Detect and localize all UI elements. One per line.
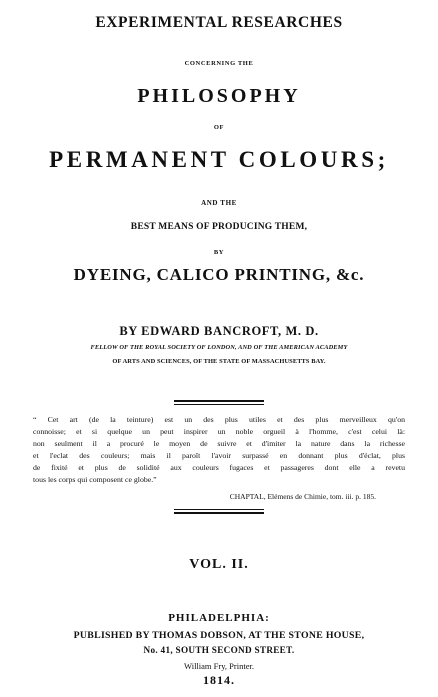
epigraph-line: tous les corps qui composent ce globe.” [33,475,157,484]
title-line-and-the: AND THE [201,199,237,207]
epigraph-line: de fixité et plus de solidité aux couleurs fugaces et passageres dont elle a revetu [33,463,405,472]
imprint-publisher: PUBLISHED BY THOMAS DOBSON, AT THE STONE HOUSE, [73,630,365,641]
epigraph-attribution: CHAPTAL, Elémens de Chimie, tom. iii. p. 185. [229,492,376,501]
imprint-city: PHILADELPHIA: [168,612,270,624]
title-line-philosophy: PHILOSOPHY [137,85,301,107]
divider-rule-top-thin [174,404,264,405]
title-line-best-means: BEST MEANS OF PRODUCING THEM, [130,222,308,232]
title-line-of: OF [213,124,225,131]
author-affiliation-line-2: OF ARTS AND SCIENCES, OF THE STATE OF MASSACHUSETTS BAY. [112,358,326,365]
title-line-dyeing-calico-printing: DYEING, CALICO PRINTING, &c. [73,265,365,284]
author-name: BY EDWARD BANCROFT, M. D. [119,324,319,338]
title-line-experimental-researches: EXPERIMENTAL RESEARCHES [95,14,343,31]
divider-rule-bottom-thin [174,509,264,510]
title-line-permanent-colours: PERMANENT COLOURS; [49,147,389,172]
imprint-printer: William Fry, Printer. [184,661,254,671]
epigraph-line: “ Cet art (de la teinture) est un des plus utiles et des plus merveilleux qu'on [33,415,405,424]
author-affiliation-line-1: FELLOW OF THE ROYAL SOCIETY OF LONDON, AND OF THE AMERICAN ACADEMY [90,344,348,351]
epigraph-line: connoisse; et si quelque un peut inspirer un noble orgueil à l'homme, c'est celui là: [33,427,405,436]
epigraph [33,414,405,486]
title-line-by: BY [213,249,225,256]
title-line-concerning-the: CONCERNING THE [184,60,254,67]
divider-rule-top-thick [174,400,264,402]
epigraph-line: et l'eclat des couleurs; mais il paroît l'avoir surpassé en donnant plus d'éclat, plus [33,451,405,460]
epigraph-line: non seulment il a procuré le moyen de suivre et d'imiter la nature dans la richesse [33,439,405,448]
divider-rule-bottom-thick [174,512,264,514]
imprint-year: 1814. [203,673,235,687]
imprint-address: No. 41, SOUTH SECOND STREET. [143,645,295,655]
volume-number: VOL. II. [189,557,249,572]
